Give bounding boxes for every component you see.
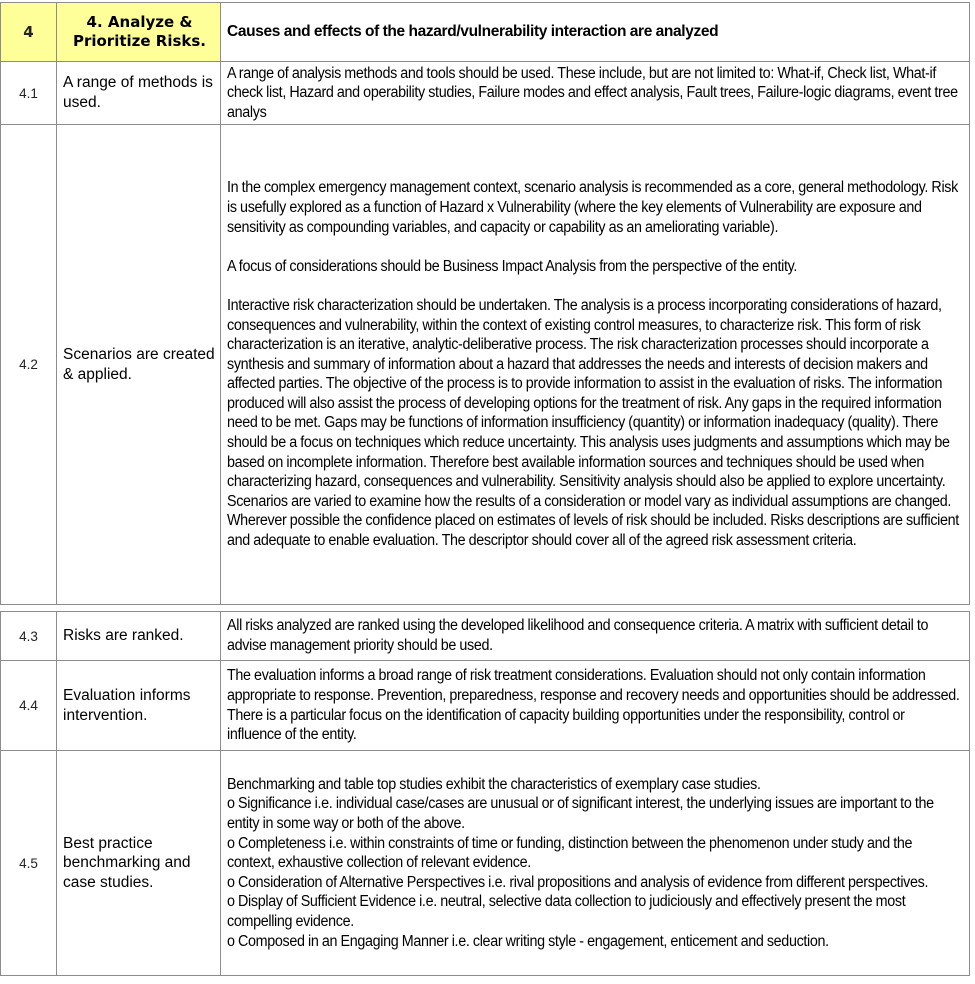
row-description — [221, 125, 970, 605]
row-description — [221, 751, 970, 976]
paragraph: In the complex emergency management context, scenario analysis is recommended as a core, general methodology. Risk is usefully explored as a function of Hazard x Vulnerability (where the key elements of Vulnerability are exposure and sensitivity as compounding variables, and capacity or capability as an ameliorating variable). — [227, 179, 958, 236]
table-row — [1, 751, 970, 976]
table-row — [1, 612, 970, 661]
bullet-alternative-perspectives: o Consideration of Alternative Perspectives i.e. rival propositions and analysis of evidence from different perspectives. — [227, 873, 929, 891]
row-number: 4.4 — [1, 661, 57, 751]
paragraph: The evaluation informs a broad range of risk treatment considerations. Evaluation should not only contain information appropriate to response. Prevention, preparedness, response and recovery needs and opportunities should be addressed. There is a particular focus on the identification of capacity building opportunities under the responsibility, control or influence of the entity. — [227, 667, 960, 744]
row-number: 4.2 — [1, 125, 57, 605]
section-number: 4 — [1, 3, 57, 62]
row-number: 4.1 — [1, 62, 57, 125]
section-description: Causes and effects of the hazard/vulnerability interaction are analyzed — [221, 3, 970, 62]
bullet-engaging-manner: o Composed in an Engaging Manner i.e. clear writing style - engagement, enticement and seduction. — [227, 932, 829, 950]
paragraph: Interactive risk characterization should be undertaken. The analysis is a process incorporating considerations of hazard, consequences and vulnerability, within the context of existing control measures, to characterize risk. This form of risk characterization is an iterative, analytic-deliberative process. The risk characterization processes should incorporate a synthesis and summary of information about a hazard that addresses the needs and interests of decision makers and affected parties. The objective of the process is to provide information to assist in the evaluation of risks. The information produced will also assist the process of developing options for the treatment of risk. Any gaps in the required information need to be met. Gaps may be functions of information insufficiency (quantity) or information inadequacy (quality). There should be a focus on techniques which reduce uncertainty. This analysis uses judgments and assumptions which may be based on incomplete information. Therefore best available information sources and techniques should be used when characterizing hazard, consequences and vulnerability. Sensitivity analysis should also be applied to explore uncertainty. Scenarios are varied to examine how the results of a consideration or model vary as individual assumptions are changed. Wherever possible the confidence placed on estimates of levels of risk should be included. Risks descriptions are sufficient and adequate to enable evaluation. The descriptor should cover all of the agreed risk assessment criteria. — [227, 296, 959, 550]
paragraph: A range of analysis methods and tools should be used. These include, but are not limited to: What-if, Check list, What-if check list, Hazard and operability studies, Failure modes and effect analysis, Fault trees, Failure-logic diagrams, event tree analys — [227, 64, 958, 121]
table-row — [1, 661, 970, 751]
row-title: Evaluation informs intervention. — [57, 661, 221, 751]
row-title: Risks are ranked. — [57, 612, 221, 661]
row-number: 4.3 — [1, 612, 57, 661]
section-header-row — [1, 3, 970, 62]
row-number: 4.5 — [1, 751, 57, 976]
bullet-completeness: o Completeness i.e. within constraints of time or funding, distinction between the phenomenon under study and the context, exhaustive collection of relevant evidence. — [227, 834, 913, 872]
row-description — [221, 62, 970, 125]
row-description — [221, 612, 970, 661]
paragraph: All risks analyzed are ranked using the developed likelihood and consequence criteria. A matrix with sufficient detail to advise management priority should be used. — [227, 617, 929, 654]
paragraph: A focus of considerations should be Business Impact Analysis from the perspective of the entity. — [227, 257, 798, 275]
row-title: Scenarios are created & applied. — [57, 125, 221, 605]
intro-line: Benchmarking and table top studies exhibit the characteristics of exemplary case studies. — [227, 775, 761, 793]
table-row — [1, 62, 970, 125]
section-title: 4. Analyze & Prioritize Risks. — [57, 3, 221, 62]
bullet-sufficient-evidence: o Display of Sufficient Evidence i.e. neutral, selective data collection to judiciously and effectively present the most compelling evidence. — [227, 893, 906, 930]
row-description — [221, 661, 970, 751]
row-title: Best practice benchmarking and case studies. — [57, 751, 221, 976]
table-row — [1, 125, 970, 605]
criteria-table-continued — [0, 611, 970, 976]
bullet-significance: o Significance i.e. individual case/cases are unusual or of significant interest, the underlying issues are important to the entity in some way or both of the above. — [227, 795, 934, 833]
criteria-table — [0, 2, 970, 605]
row-title: A range of methods is used. — [57, 62, 221, 125]
